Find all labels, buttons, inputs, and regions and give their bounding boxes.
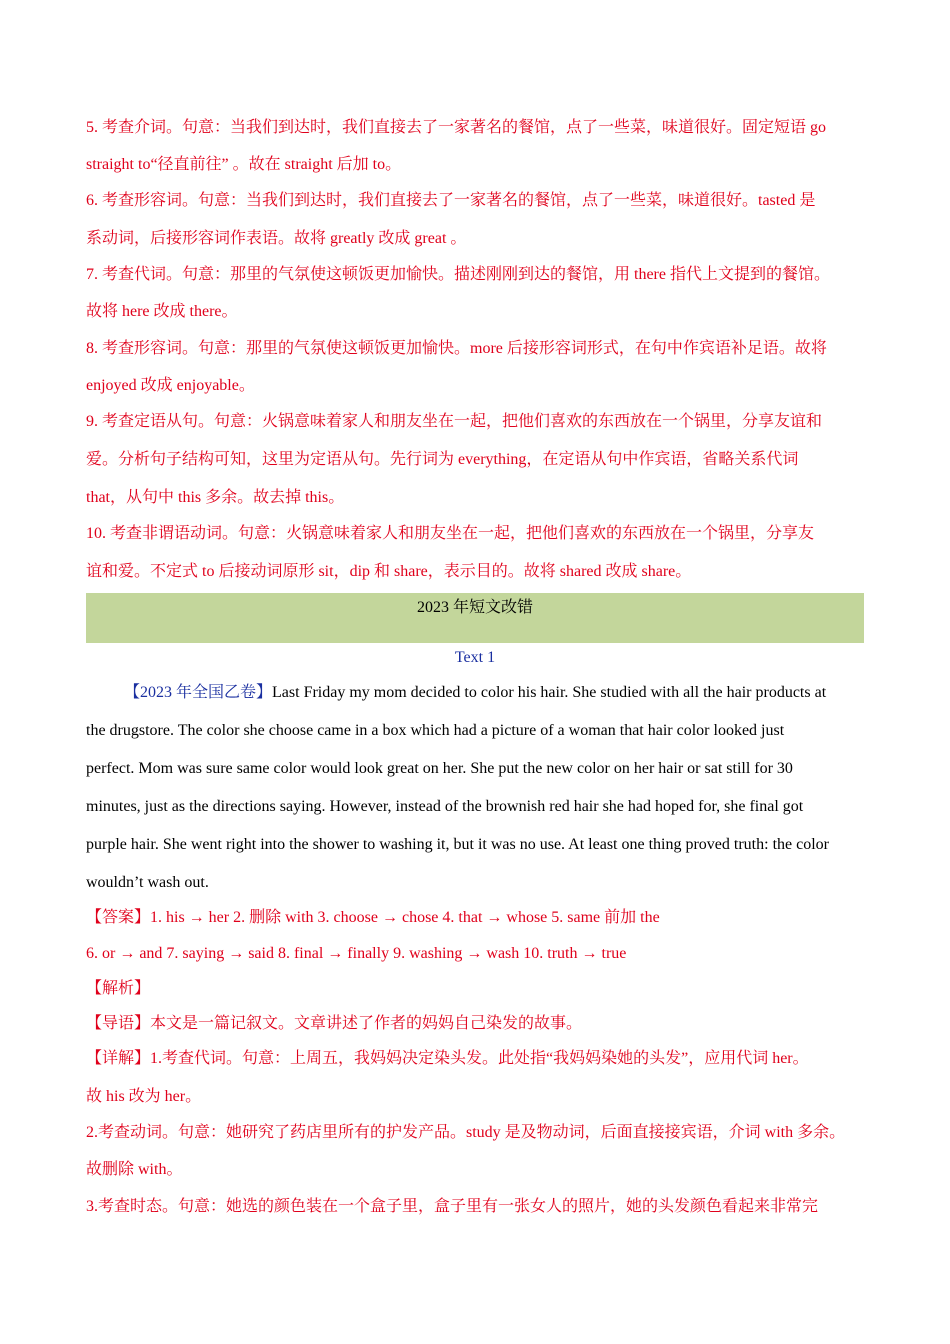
analysis-intro: 【导语】本文是一篇记叙文。文章讲述了作者的妈妈自己染发的故事。 [86,1015,583,1032]
passage-first-line-text: Last Friday my mom decided to color his hair. She studied with all the hair products at [272,684,827,701]
answer-6-line-1: 6. 考查形容词。句意：当我们到达时，我们直接去了一家著名的餐馆，点了一些菜，味道很好。tasted 是 [86,192,816,209]
passage-line-6: wouldn’t wash out. [86,874,209,891]
passage-line-3: perfect. Mom was sure same color would look great on her. She put the new color on her hair or sat still for 30 [86,760,793,777]
answer-10-line-2: 谊和爱。不定式 to 后接动词原形 sit，dip 和 share，表示目的。故将 shared 改成 share。 [86,563,692,580]
answer-key-line-1: 【答案】1. his → her 2. 删除 with 3. choose → chose 4. that → whose 5. same 前加 the [86,909,660,926]
passage-line-2: the drugstore. The color she choose came in a box which had a picture of a woman that hair color looked just [86,722,785,739]
answer-9-line-2: 爱。分析句子结构可知，这里为定语从句。先行词为 everything，在定语从句中作宾语，省略关系代词 [86,451,799,468]
answer-8-line-1: 8. 考查形容词。句意：那里的气氛使这顿饭更加愉快。more 后接形容词形式，在句中作宾语补足语。故将 [86,340,827,357]
answer-7-line-1: 7. 考查代词。句意：那里的气氛使这顿饭更加愉快。描述刚刚到达的餐馆，用 there 指代上文提到的餐馆。 [86,266,830,283]
detail-1-line-1: 【详解】1.考查代词。句意：上周五，我妈妈决定染头发。此处指“我妈妈染她的头发”，应用代词 her。 [86,1050,809,1067]
detail-1-line-2: 故 his 改为 her。 [86,1088,202,1105]
answer-5-line-2: straight to“径直前往” 。故在 straight 后加 to。 [86,156,402,173]
answer-10-line-1: 10. 考查非谓语动词。句意：火锅意味着家人和朋友坐在一起，把他们喜欢的东西放在一个锅里，分享友 [86,525,815,542]
analysis-heading: 【解析】 [86,980,151,997]
answer-9-line-3: that，从句中 this 多余。故去掉 this。 [86,489,345,506]
detail-3-line-1: 3.考查时态。句意：她选的颜色装在一个盒子里，盒子里有一张女人的照片，她的头发颜色看起来非常完 [86,1198,819,1215]
source-tag: 【2023 年全国乙卷】 [124,684,273,701]
text-title: Text 1 [454,649,496,666]
detail-2-line-1: 2.考查动词。句意：她研究了药店里所有的护发产品。study 是及物动词，后面直接接宾语，介词 with 多余。 [86,1124,846,1141]
answer-7-line-2: 故将 here 改成 there。 [86,303,238,320]
answer-key-line-2: 6. or → and 7. saying → said 8. final → finally 9. washing → wash 10. truth → true [86,945,627,962]
answer-6-line-2: 系动词，后接形容词作表语。故将 greatly 改成 great 。 [86,230,467,247]
section-title: 2023 年短文改错 [416,599,533,616]
answer-8-line-2: enjoyed 改成 enjoyable。 [86,377,255,394]
detail-2-line-2: 故删除 with。 [86,1161,183,1178]
passage-first-line [124,683,826,703]
answer-5-line-1: 5. 考查介词。句意：当我们到达时，我们直接去了一家著名的餐馆，点了一些菜，味道很好。固定短语 go [86,119,827,136]
answer-9-line-1: 9. 考查定语从句。句意：火锅意味着家人和朋友坐在一起，把他们喜欢的东西放在一个锅里，分享友谊和 [86,413,823,430]
passage-line-4: minutes, just as the directions saying. However, instead of the brownish red hair she had hoped for, she final got [86,798,804,815]
passage-line-5: purple hair. She went right into the shower to washing it, but it was no use. At least one thing proved truth: the color [86,836,829,853]
